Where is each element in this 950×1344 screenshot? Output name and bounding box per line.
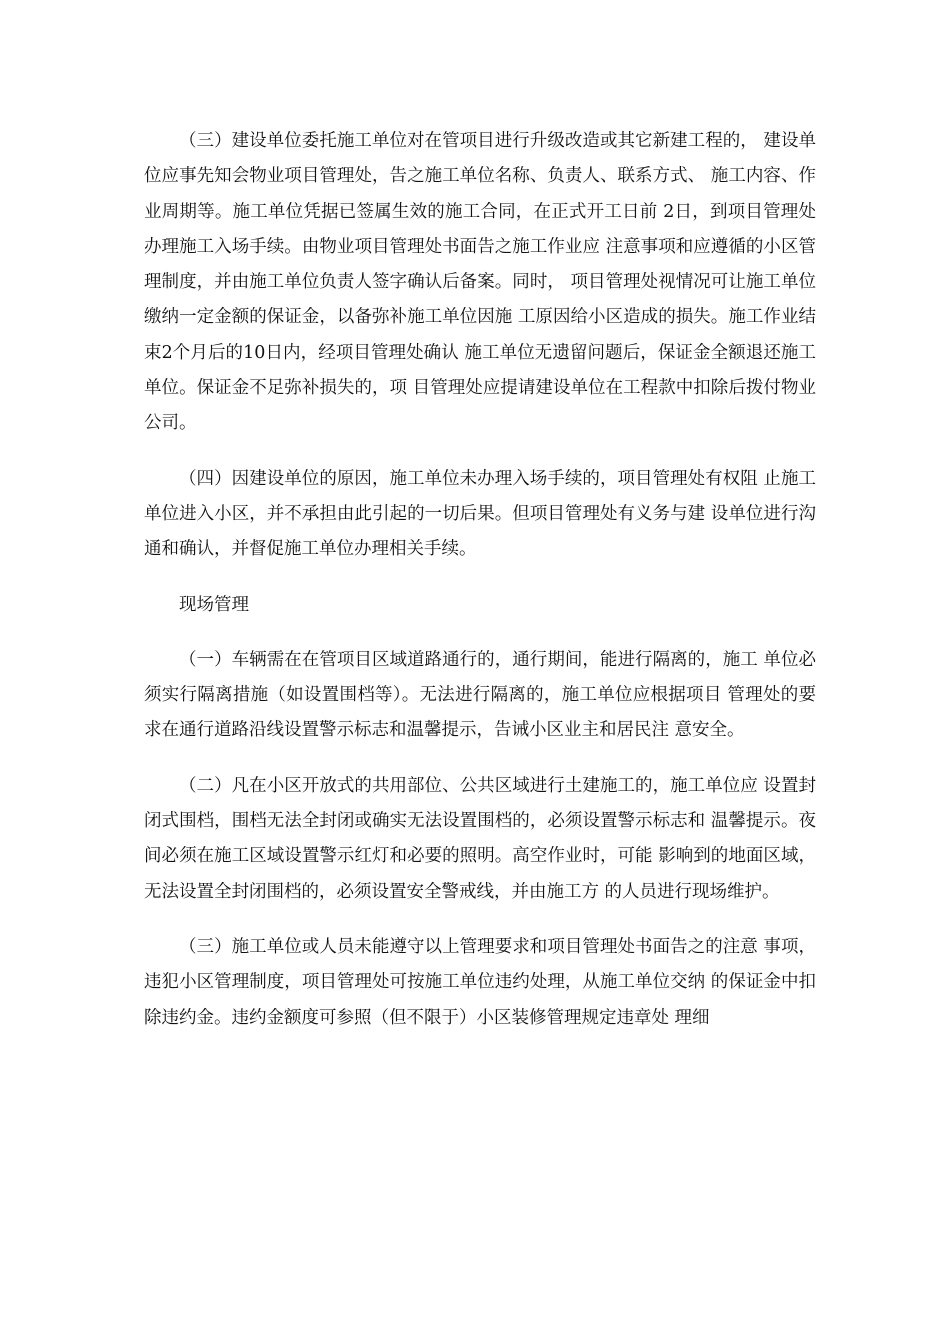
document-page [144,124,816,1056]
paragraph-construction-notice: （三）建设单位委托施工单位对在管项目进行升级改造或其它新建工程的， 建设单位应事先知会物业项目管理处，告之施工单位名称、负责人、联系方式、 施工内容、作业周期等。施工单位凭据已签属生效的施工合同，在正式开工日前 2日，到项目管理处办理施工入场手续。由物业项目管理处书面告之施工作业应 注意事项和应遵循的小区管理制度，并由施工单位负责人签字确认后备案。同时， 项目管理处视情况可让施工单位缴纳一定金额的保证金，以备弥补施工单位因施 工原因给小区造成的损失。施工作业结束2个月后的10日内，经项目管理处确认 施工单位无遗留问题后，保证金全额退还施工单位。保证金不足弥补损失的，项 目管理处应提请建设单位在工程款中扣除后拨付物业公司。 [144,131,816,434]
paragraph-violation-penalties: （三）施工单位或人员未能遵守以上管理要求和项目管理处书面告之的注意 事项，违犯小区管理制度，项目管理处可按施工单位违约处理，从施工单位交纳 的保证金中扣除违约金。违约金额度可参照（但不限于）小区装修管理规定违章处 理细 [144,936,816,1028]
paragraph-entry-procedures: （四）因建设单位的原因，施工单位未办理入场手续的，项目管理处有权阻 止施工单位进入小区，并不承担由此引起的一切后果。但项目管理处有义务与建 设单位进行沟通和确认，并督促施工单位办理相关手续。 [144,468,816,560]
paragraph-enclosure-requirements: （二）凡在小区开放式的共用部位、公共区域进行土建施工的，施工单位应 设置封闭式围档，围档无法全封闭或确实无法设置围档的，必须设置警示标志和 温馨提示。夜间必须在施工区域设置警示红灯和必要的照明。高空作业时，可能 影响到的地面区域，无法设置全封闭围档的，必须设置安全警戒线，并由施工方 的人员进行现场维护。 [144,775,816,902]
section-heading-site-management: 现场管理 [179,594,249,615]
paragraph-vehicle-isolation: （一）车辆需在在管项目区域道路通行的，通行期间，能进行隔离的，施工 单位必须实行隔离措施（如设置围档等）。无法进行隔离的，施工单位应根据项目 管理处的要求在通行道路沿线设置警示标志和温馨提示，告诫小区业主和居民注 意安全。 [144,649,816,741]
